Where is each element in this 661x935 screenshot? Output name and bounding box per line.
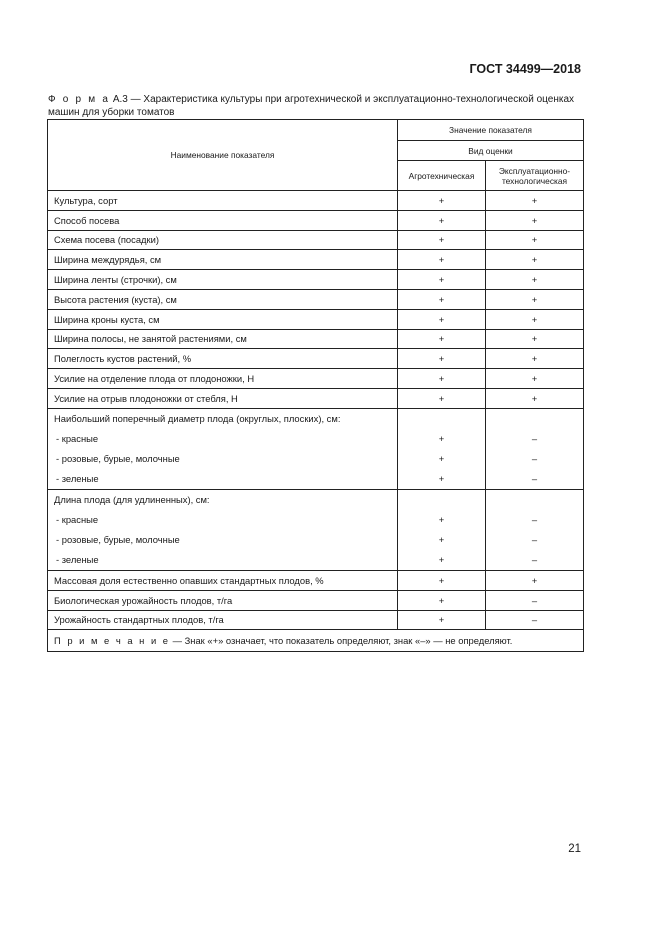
group-item-expl: – <box>531 553 538 565</box>
row-name: Биологическая урожайность плодов, т/га <box>48 590 398 610</box>
row-expl-value: + <box>486 329 584 349</box>
table-row <box>48 610 584 630</box>
row-expl-value: + <box>486 270 584 290</box>
header-operational <box>486 161 584 191</box>
note-label: П р и м е ч а н и е <box>54 635 171 647</box>
row-expl-value: – <box>486 610 584 630</box>
row-expl-value: – <box>486 590 584 610</box>
table-caption <box>48 94 588 119</box>
row-agro-value: + <box>398 191 486 211</box>
group-title: Наибольший поперечный диаметр плода (округлых, плоских), см: <box>54 412 341 424</box>
group-length-agro <box>398 489 486 570</box>
group-diameter-names <box>48 408 398 489</box>
group-item-agro: + <box>438 432 445 444</box>
header-operational-line2: технологическая <box>501 175 568 186</box>
row-name: Усилие на отделение плода от плодоножки, Н <box>48 369 398 389</box>
group-item-name: - розовые, бурые, молочные <box>56 533 180 545</box>
caption-text: А.3 — Характеристика культуры при агротехнической и эксплуатационно-технологической оценках машин для уборки томатов <box>48 94 575 118</box>
row-expl-value: + <box>486 349 584 369</box>
group-item-expl: – <box>531 472 538 484</box>
row-name: Ширина ленты (строчки), см <box>48 270 398 290</box>
row-agro-value: + <box>398 590 486 610</box>
table-row <box>48 570 584 590</box>
row-expl-value: + <box>486 191 584 211</box>
group-item-name: - красные <box>56 432 99 444</box>
row-agro-value: + <box>398 610 486 630</box>
group-item-expl: – <box>531 452 538 464</box>
group-item-name: - красные <box>56 513 99 525</box>
group-diameter <box>48 408 584 489</box>
row-agro-value: + <box>398 369 486 389</box>
note-text: — Знак «+» означает, что показатель определяют, знак «–» — не определяют. <box>170 635 513 647</box>
table-row <box>48 230 584 250</box>
table-row <box>48 349 584 369</box>
group-item-agro: + <box>438 513 445 525</box>
row-name: Схема посева (посадки) <box>48 230 398 250</box>
document-code: ГОСТ 34499—2018 <box>469 62 581 76</box>
table-row <box>48 309 584 329</box>
row-name: Культура, сорт <box>48 191 398 211</box>
row-expl-value: + <box>486 250 584 270</box>
group-item-agro: + <box>438 533 445 545</box>
group-length <box>48 489 584 570</box>
row-name: Урожайность стандартных плодов, т/га <box>48 610 398 630</box>
row-name: Ширина кроны куста, см <box>48 309 398 329</box>
row-name: Усилие на отрыв плодоножки от стебля, Н <box>48 388 398 408</box>
row-expl-value: + <box>486 388 584 408</box>
group-item-name: - зеленые <box>56 472 99 484</box>
table-row <box>48 270 584 290</box>
group-length-names <box>48 489 398 570</box>
row-expl-value: + <box>486 369 584 389</box>
row-expl-value: + <box>486 570 584 590</box>
row-agro-value: + <box>398 329 486 349</box>
group-item-expl: – <box>531 533 538 545</box>
table-row <box>48 329 584 349</box>
row-name: Ширина междурядья, см <box>48 250 398 270</box>
group-item-expl: – <box>531 432 538 444</box>
row-name: Полеглость кустов растений, % <box>48 349 398 369</box>
row-agro-value: + <box>398 289 486 309</box>
table-note <box>48 630 584 652</box>
row-name: Способ посева <box>48 210 398 230</box>
header-evaluation-type: Вид оценки <box>398 141 584 161</box>
group-title: Длина плода (для удлиненных), см: <box>54 493 210 505</box>
row-agro-value: + <box>398 309 486 329</box>
row-agro-value: + <box>398 250 486 270</box>
row-name: Ширина полосы, не занятой растениями, см <box>48 329 398 349</box>
group-length-expl <box>486 489 584 570</box>
table-body-end <box>48 570 584 629</box>
table-body-main <box>48 191 584 389</box>
group-item-expl: – <box>531 513 538 525</box>
row-expl-value: + <box>486 230 584 250</box>
group-item-agro: + <box>438 452 445 464</box>
group-diameter-agro <box>398 408 486 489</box>
row-name: Высота растения (куста), см <box>48 289 398 309</box>
row-agro-value: + <box>398 570 486 590</box>
row-agro-value: + <box>398 349 486 369</box>
row-expl-value: + <box>486 309 584 329</box>
row-name: Массовая доля естественно опавших стандартных плодов, % <box>48 570 398 590</box>
group-diameter-expl <box>486 408 584 489</box>
group-item-name: - зеленые <box>56 553 99 565</box>
header-agrotechnical: Агротехническая <box>398 161 486 191</box>
header-indicator-value: Значение показателя <box>398 120 584 141</box>
row-expl-value: + <box>486 289 584 309</box>
group-item-agro: + <box>438 472 445 484</box>
table-row <box>48 210 584 230</box>
row-agro-value: + <box>398 210 486 230</box>
table-row <box>48 369 584 389</box>
group-item-name: - розовые, бурые, молочные <box>56 452 180 464</box>
row-agro-value: + <box>398 270 486 290</box>
table-row <box>48 590 584 610</box>
table-row <box>48 250 584 270</box>
page-number: 21 <box>568 843 581 855</box>
header-indicator-name: Наименование показателя <box>48 120 398 191</box>
table-row <box>48 289 584 309</box>
row-expl-value: + <box>486 210 584 230</box>
row-agro-value: + <box>398 230 486 250</box>
characteristics-table <box>47 119 584 652</box>
row-agro-value: + <box>398 388 486 408</box>
group-item-agro: + <box>438 553 445 565</box>
table-row <box>48 191 584 211</box>
caption-form-label: Ф о р м а <box>48 94 111 105</box>
header-operational-line1: Эксплуатационно- <box>498 165 571 176</box>
